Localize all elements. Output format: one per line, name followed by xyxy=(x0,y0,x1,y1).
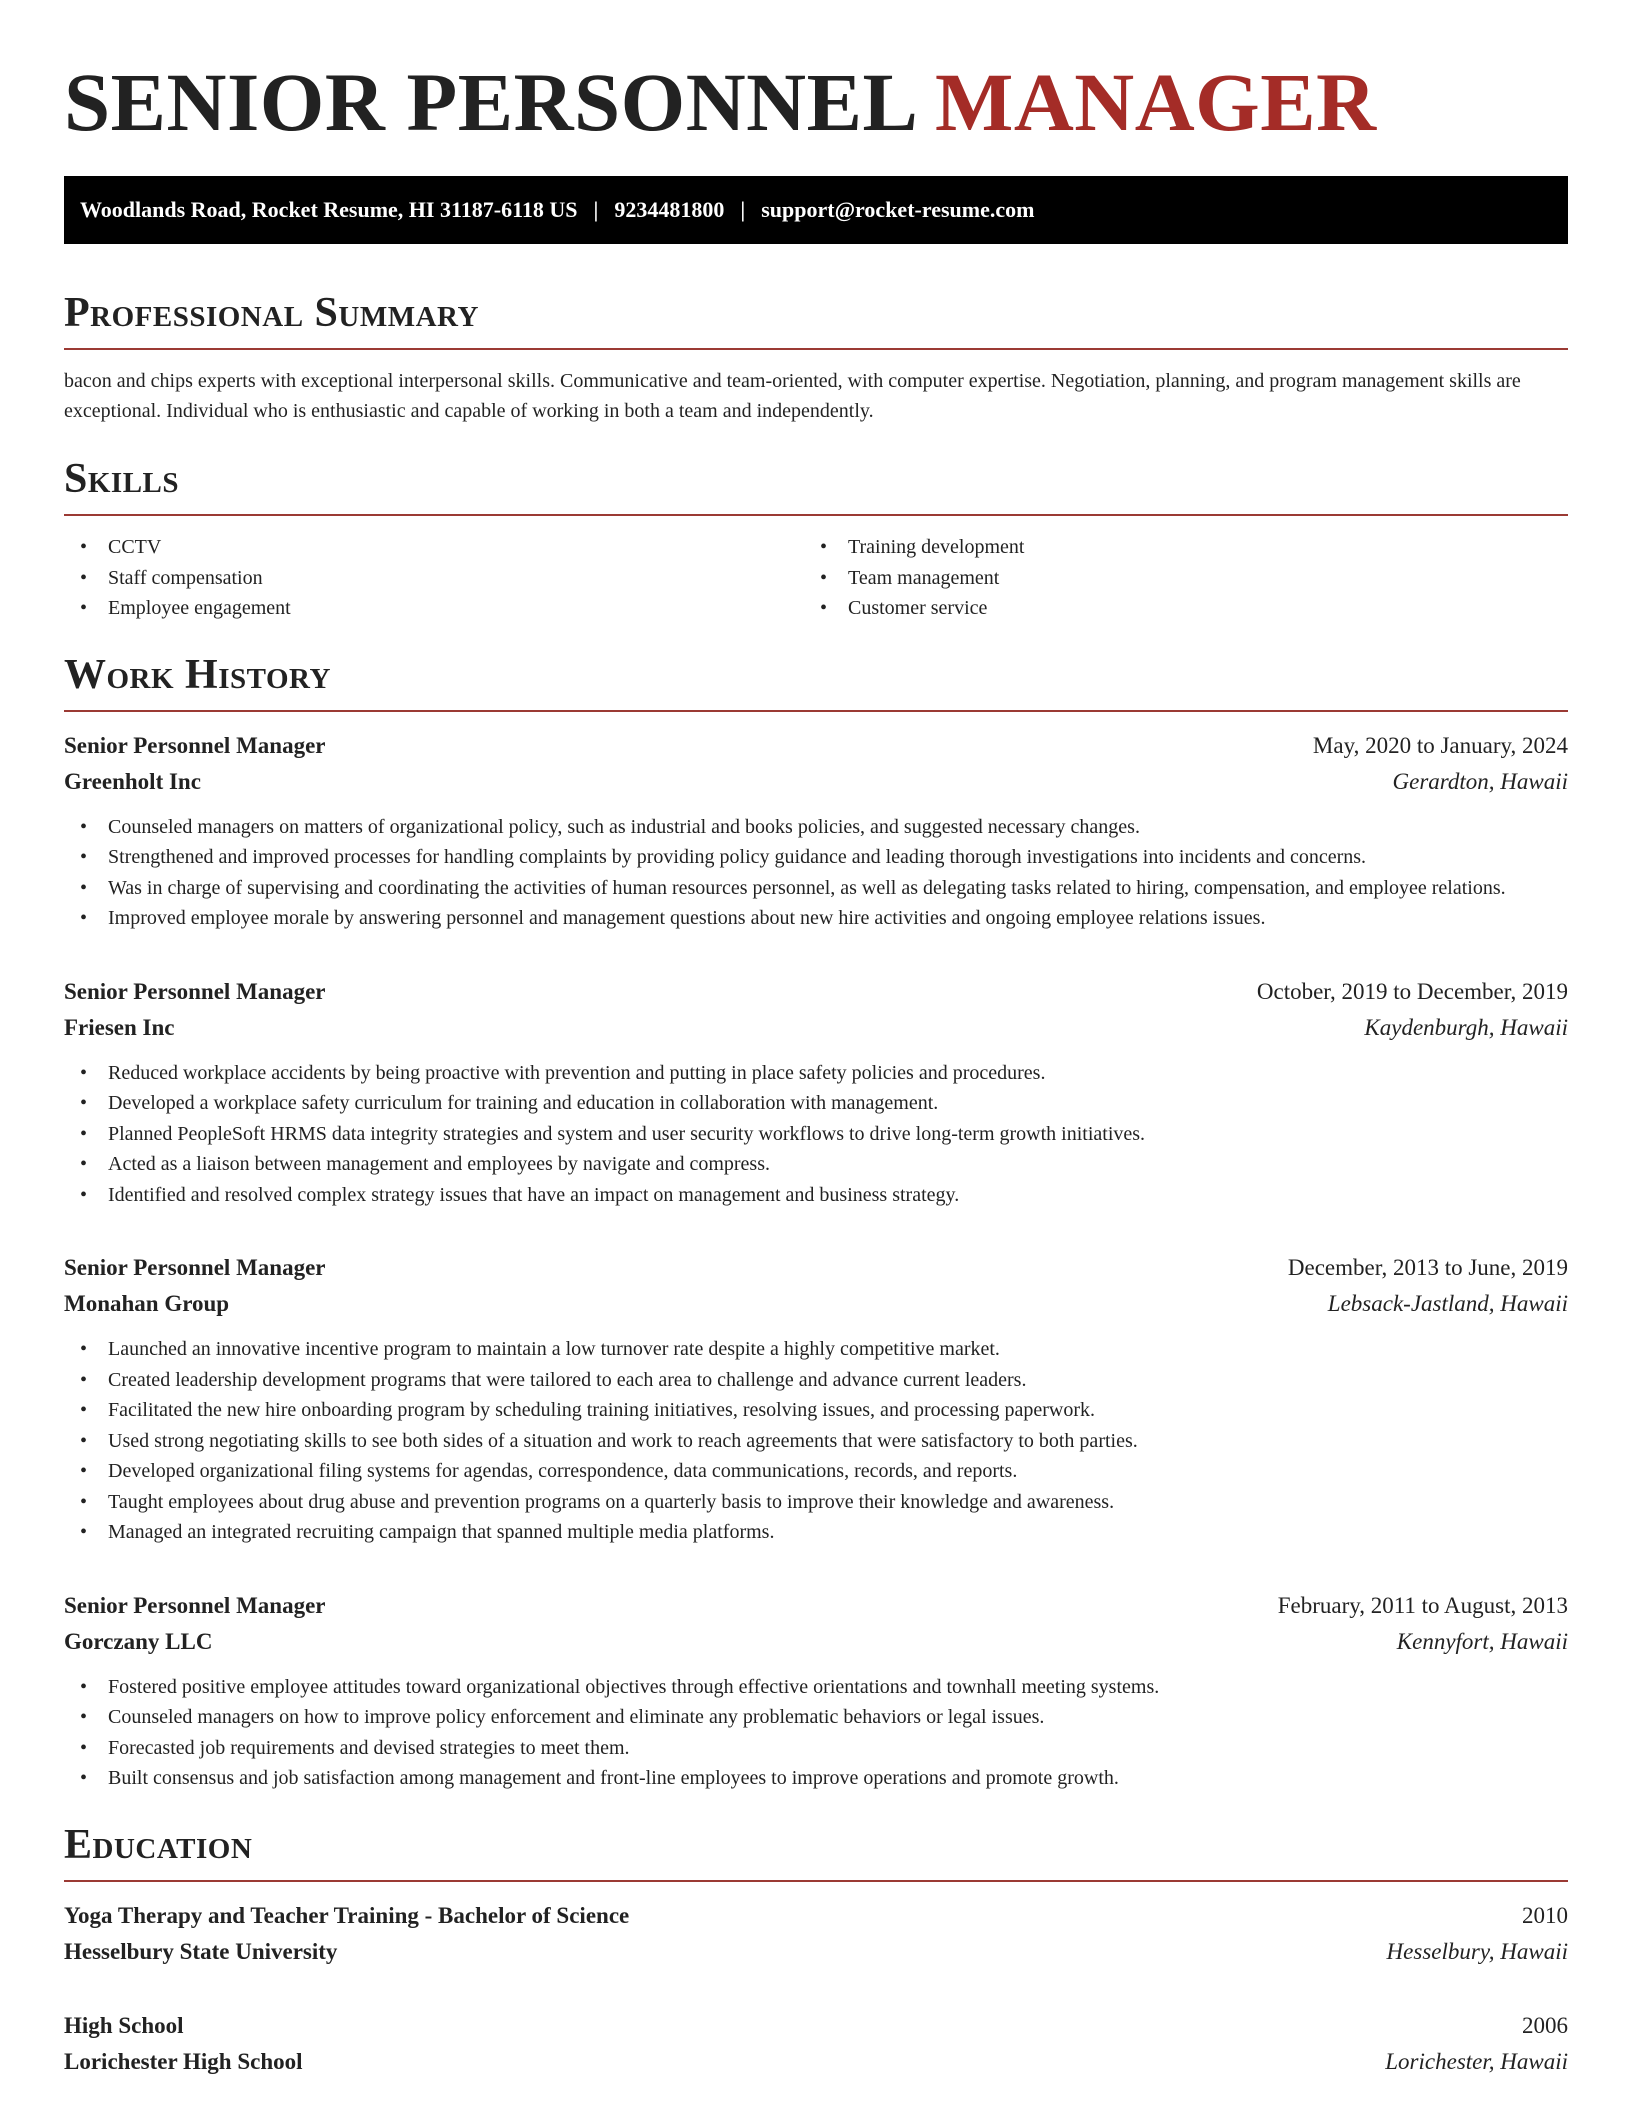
section-divider xyxy=(64,514,1568,516)
contact-separator: | xyxy=(740,197,746,222)
section-divider xyxy=(64,348,1568,350)
job-bullet: • Used strong negotiating skills to see both sides of a situation and work to reach agreements that were satisfactory to both parties. xyxy=(64,1426,1568,1457)
job-company: Greenholt Inc xyxy=(64,768,201,794)
education-location: Hesselbury, Hawaii xyxy=(1386,1938,1568,1964)
job-header-row xyxy=(64,728,1568,764)
education-degree: Yoga Therapy and Teacher Training - Bachelor of Science xyxy=(64,1902,630,1928)
education-school-row xyxy=(64,2044,1568,2080)
job-bullet: • Improved employee morale by answering personnel and management questions about new hire activities and ongoing employee relations issues. xyxy=(64,903,1568,934)
job-dates: October, 2019 to December, 2019 xyxy=(1256,978,1568,1004)
education-degree: High School xyxy=(64,2012,184,2038)
job-bullet: • Planned PeopleSoft HRMS data integrity strategies and system and user security workflows to drive long-term growth initiatives. xyxy=(64,1119,1568,1150)
skills-section xyxy=(64,454,1568,624)
name-main: SENIOR PERSONNEL xyxy=(64,56,914,148)
contact-bar xyxy=(64,176,1568,244)
education-section xyxy=(64,1820,1568,2080)
work-history-section xyxy=(64,650,1568,1794)
job-bullet: • Counseled managers on how to improve policy enforcement and eliminate any problematic behaviors or legal issues. xyxy=(64,1702,1568,1733)
job-title: Senior Personnel Manager xyxy=(64,732,326,758)
job-bullet: • Identified and resolved complex strategy issues that have an impact on management and business strategy. xyxy=(64,1180,1568,1211)
job-bullet: • Forecasted job requirements and devised strategies to meet them. xyxy=(64,1733,1568,1764)
job-bullet: • Developed a workplace safety curriculum for training and education in collaboration with management. xyxy=(64,1088,1568,1119)
job-company: Gorczany LLC xyxy=(64,1628,213,1654)
job-title: Senior Personnel Manager xyxy=(64,1592,326,1618)
skills-column-left xyxy=(64,532,804,624)
skill-item: • Training development xyxy=(804,532,1544,563)
skill-item: • CCTV xyxy=(64,532,804,563)
skill-item: • Customer service xyxy=(804,593,1544,624)
job-location: Kennyfort, Hawaii xyxy=(1396,1628,1568,1654)
job-bullet: • Reduced workplace accidents by being proactive with prevention and putting in place safety policies and procedures. xyxy=(64,1058,1568,1089)
education-location: Lorichester, Hawaii xyxy=(1385,2048,1568,2074)
job-bullet: • Developed organizational filing systems for agendas, correspondence, data communications, records, and reports. xyxy=(64,1456,1568,1487)
job-bullets xyxy=(64,1334,1568,1548)
job-company-row xyxy=(64,1010,1568,1046)
job-bullet: • Fostered positive employee attitudes toward organizational objectives through effective orientations and townhall meeting systems. xyxy=(64,1672,1568,1703)
job-company-row xyxy=(64,1624,1568,1660)
contact-phone: 9234481800 xyxy=(614,197,725,222)
job-bullet: • Taught employees about drug abuse and prevention programs on a quarterly basis to improve their knowledge and awareness. xyxy=(64,1487,1568,1518)
section-title-work-history: Work History xyxy=(64,651,331,698)
job-dates: February, 2011 to August, 2013 xyxy=(1277,1592,1568,1618)
education-school: Hesselbury State University xyxy=(64,1938,338,1964)
education-header-row xyxy=(64,2008,1568,2044)
job-bullets xyxy=(64,1058,1568,1211)
job-entry xyxy=(64,974,1568,1211)
contact-separator: | xyxy=(593,197,599,222)
job-bullet: • Launched an innovative incentive program to maintain a low turnover rate despite a highly competitive market. xyxy=(64,1334,1568,1365)
job-bullet: • Strengthened and improved processes for handling complaints by providing policy guidance and leading thorough investigations into incidents and concerns. xyxy=(64,842,1568,873)
job-dates: December, 2013 to June, 2019 xyxy=(1287,1255,1568,1280)
education-school-row xyxy=(64,1934,1568,1970)
job-bullet: • Was in charge of supervising and coordinating the activities of human resources personnel, as well as delegating tasks related to hiring, compensation, and employee relations. xyxy=(64,873,1568,904)
summary-text: bacon and chips experts with exceptional interpersonal skills. Communicative and team-oriented, with computer expertise. Negotiation, planning, and program management skills are exceptional. Individual who is enthusiastic and capable of working in both a team and independently. xyxy=(64,370,1521,422)
job-bullets xyxy=(64,812,1568,934)
job-title: Senior Personnel Manager xyxy=(64,1255,326,1280)
job-title: Senior Personnel Manager xyxy=(64,978,326,1004)
job-entry xyxy=(64,1250,1568,1548)
job-bullet: • Managed an integrated recruiting campaign that spanned multiple media platforms. xyxy=(64,1517,1568,1548)
education-year: 2006 xyxy=(1522,2012,1568,2038)
skills-grid xyxy=(64,532,1568,624)
job-location: Kaydenburgh, Hawaii xyxy=(1364,1014,1568,1040)
education-entry xyxy=(64,2008,1568,2080)
education-year: 2010 xyxy=(1522,1902,1568,1928)
skill-item: • Staff compensation xyxy=(64,563,804,594)
resume-name-heading xyxy=(64,56,1568,148)
job-company-row xyxy=(64,764,1568,800)
education-entry xyxy=(64,1898,1568,1970)
section-title-education: Education xyxy=(64,1821,253,1868)
job-header-row xyxy=(64,1250,1568,1286)
section-title-summary: Professional Summary xyxy=(64,290,479,336)
section-title-skills: Skills xyxy=(64,456,180,502)
job-bullet: • Counseled managers on matters of organizational policy, such as industrial and books policies, and suggested necessary changes. xyxy=(64,812,1568,843)
job-company: Friesen Inc xyxy=(64,1014,175,1040)
job-dates: May, 2020 to January, 2024 xyxy=(1312,732,1568,758)
education-header-row xyxy=(64,1898,1568,1934)
skill-item: • Team management xyxy=(804,563,1544,594)
job-location: Lebsack-Jastland, Hawaii xyxy=(1327,1291,1568,1316)
education-school: Lorichester High School xyxy=(64,2048,303,2074)
job-entry xyxy=(64,728,1568,934)
job-bullet: • Acted as a liaison between management and employees by navigate and compress. xyxy=(64,1149,1568,1180)
section-divider xyxy=(64,1880,1568,1882)
name-accent: MANAGER xyxy=(935,56,1377,148)
job-location: Gerardton, Hawaii xyxy=(1392,768,1568,794)
job-bullet: • Built consensus and job satisfaction among management and front-line employees to improve operations and promote growth. xyxy=(64,1763,1568,1794)
job-bullet: • Facilitated the new hire onboarding program by scheduling training initiatives, resolving issues, and processing paperwork. xyxy=(64,1395,1568,1426)
contact-email: support@rocket-resume.com xyxy=(761,197,1035,222)
job-company-row xyxy=(64,1286,1568,1322)
contact-address: Woodlands Road, Rocket Resume, HI 31187-6118 US xyxy=(80,197,578,222)
summary-section xyxy=(64,288,1568,426)
job-entry xyxy=(64,1588,1568,1794)
job-bullet: • Created leadership development programs that were tailored to each area to challenge and advance current leaders. xyxy=(64,1365,1568,1396)
job-company: Monahan Group xyxy=(64,1291,230,1316)
skills-column-right xyxy=(804,532,1544,624)
skill-item: • Employee engagement xyxy=(64,593,804,624)
job-bullets xyxy=(64,1672,1568,1794)
job-header-row xyxy=(64,1588,1568,1624)
section-divider xyxy=(64,710,1568,712)
resume-page xyxy=(64,56,1568,2080)
job-header-row xyxy=(64,974,1568,1010)
